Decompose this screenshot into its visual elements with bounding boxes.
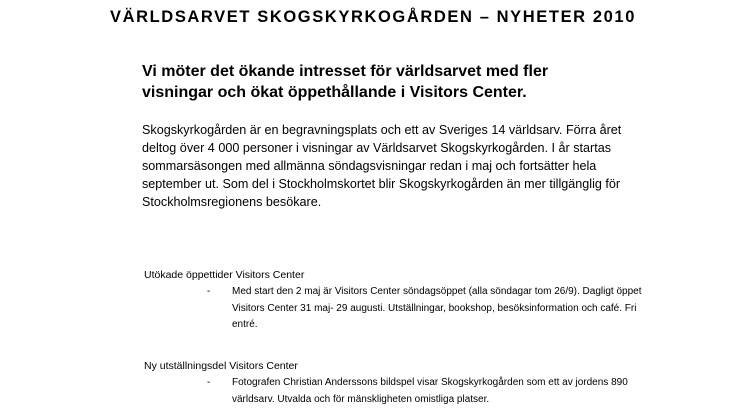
section-new-exhibition [144, 359, 684, 408]
intro-paragraph: Skogskyrkogården är en begravningsplats och ett av Sveriges 14 världsarv. Förra året deltog över 4 000 personer i visningar av Världsarvet Skogskyrkogården. I år startas sommarsäsongen med allmänna söndagsvisningar redan i maj och fortsätter hela september ut. Som del i Stockholmskortet blir Skogskyrkogården än mer tillgänglig för Stockholmsregionens besökare. [142, 123, 622, 209]
list-item [144, 284, 684, 334]
bullet-text: Med start den 2 maj är Visitors Center söndagsöppet (alla söndagar tom 26/9). Dagligt öppet Visitors Center 31 maj- 29 augusti. Utställningar, bookshop, besöksinformation och café. Fri entré. [232, 286, 642, 330]
bullet-marker: - [207, 377, 211, 388]
section-heading: Ny utställningsdel Visitors Center [144, 360, 298, 372]
page-title: VÄRLDSARVET SKOGSKYRKOGÅRDEN – NYHETER 2010 [109, 8, 636, 26]
section-heading: Utökade öppettider Visitors Center [144, 269, 305, 281]
bullet-text: Fotografen Christian Anderssons bildspel visar Skogskyrkogården som ett av jordens 890 världsarv. Utvalda och för mänskligheten omistliga platser. [232, 377, 628, 405]
lead-paragraph: Vi möter det ökande intresset för världsarvet med fler visningar och ökat öppethållande i Visitors Center. [142, 63, 549, 101]
list-item [144, 375, 684, 408]
bullet-marker: - [207, 286, 211, 297]
section-opening-hours [144, 268, 684, 334]
